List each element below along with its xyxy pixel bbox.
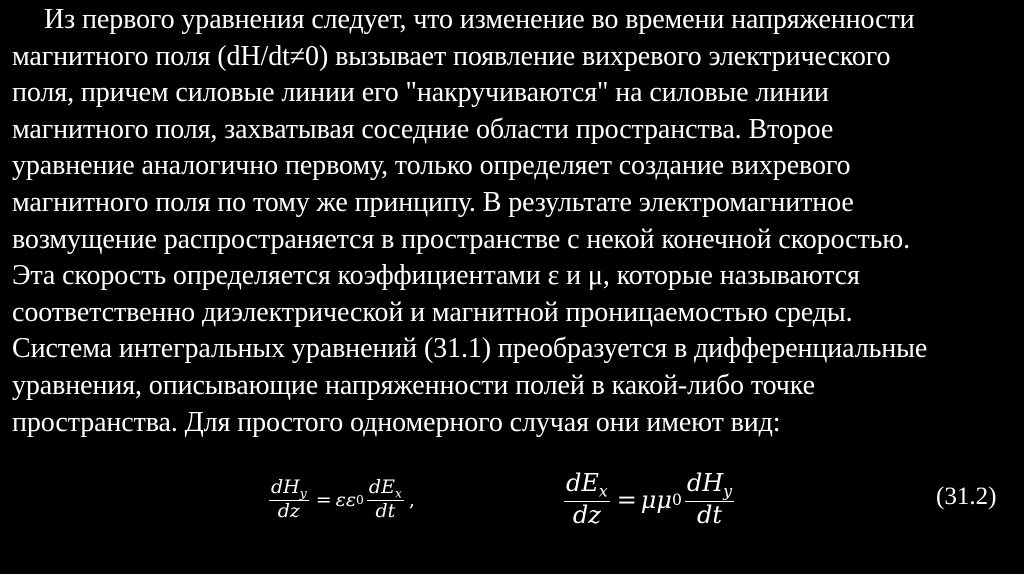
- coefficient: εε: [335, 489, 357, 511]
- numerator-subscript: x: [394, 486, 402, 501]
- coefficient: μμ: [640, 486, 672, 514]
- paragraph-line: пространства. Для простого одномерного случая они имеют вид:: [12, 406, 781, 438]
- paragraph-line: магнитного поля (dH/dt≠0) вызывает появление вихревого электрического: [12, 40, 891, 72]
- denominator: dt: [696, 501, 722, 530]
- paragraph-line: Система интегральных уравнений (31.1) преобразуется в дифференциальные: [12, 333, 928, 365]
- numerator-subscript: y: [723, 482, 733, 501]
- equals-sign: =: [616, 486, 637, 514]
- paragraph: [12, 2, 1014, 441]
- numerator-base: dH: [686, 469, 724, 498]
- paragraph-line: магнитного поля, захватывая соседние области пространства. Второе: [12, 113, 834, 145]
- fraction-dEx-dz: [564, 470, 610, 530]
- fraction-dHy-dt: [685, 470, 734, 530]
- paragraph-line: уравнение аналогично первому, только определяет создание вихревого: [12, 150, 851, 182]
- denominator: dt: [375, 500, 396, 523]
- coefficient-subscript: 0: [356, 493, 364, 507]
- paragraph-line: магнитного поля по тому же принципу. В результате электромагнитное: [12, 186, 854, 218]
- fraction-dHy-dz: [269, 477, 309, 523]
- coefficient-subscript: 0: [672, 491, 682, 509]
- equation-number: (31.2): [936, 483, 997, 510]
- paragraph-line: Из первого уравнения следует, что изменение во времени напряженности: [44, 4, 915, 35]
- numerator-base: dE: [368, 475, 395, 498]
- paragraph-line: возмущение распространяется в пространстве с некой конечной скоростью.: [12, 223, 911, 255]
- equals-sign: =: [315, 489, 332, 511]
- formula-right: [561, 470, 737, 530]
- numerator-base: dE: [566, 469, 599, 498]
- paragraph-line: Эта скорость определяется коэффициентами ε и μ, которые называются: [12, 260, 860, 292]
- paragraph-line: уравнения, описывающие напряженности полей в какой-либо точке: [12, 369, 815, 401]
- paragraph-line: поля, причем силовые линии его "накручиваются" на силовые линии: [12, 77, 829, 109]
- paragraph-line: соответственно диэлектрической и магнитной проницаемостью среды.: [12, 296, 853, 328]
- numerator-base: dH: [271, 475, 300, 498]
- fraction-dEx-dt: [367, 477, 404, 523]
- formula-left: [266, 470, 415, 530]
- comma: ,: [408, 489, 415, 511]
- denominator: dz: [572, 501, 601, 530]
- denominator: dz: [277, 500, 300, 523]
- numerator-subscript: y: [299, 486, 307, 501]
- numerator-subscript: x: [598, 482, 608, 501]
